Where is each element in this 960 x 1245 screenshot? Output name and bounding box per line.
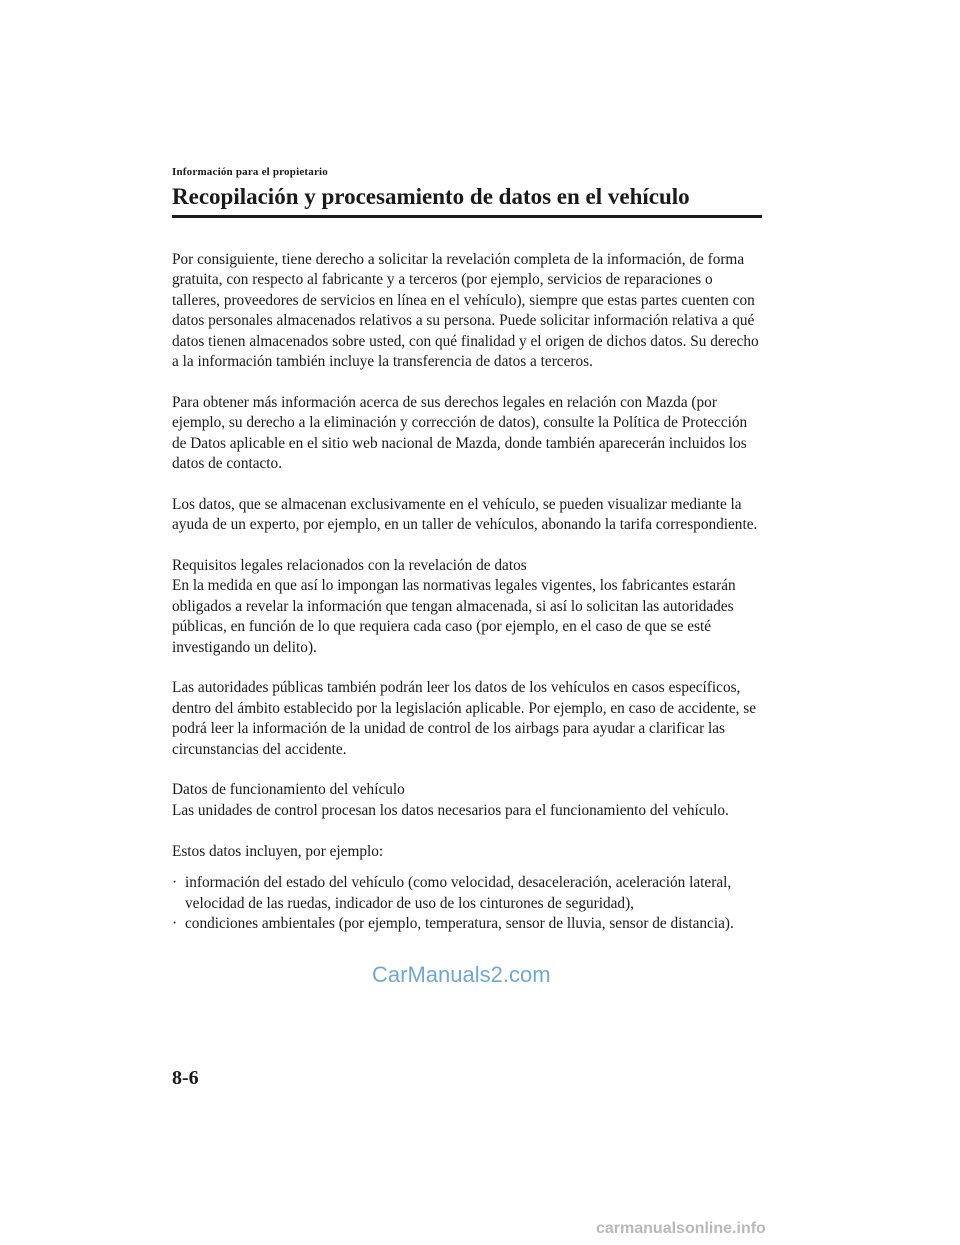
list-item-text: condiciones ambientales (por ejemplo, temperatura, sensor de lluvia, sensor de distancia). <box>185 915 734 933</box>
paragraph-text: Las unidades de control procesan los datos necesarios para el funcionamiento del vehículo. <box>172 801 729 819</box>
paragraph-text: Estos datos incluyen, por ejemplo: <box>172 842 384 860</box>
section-label: Información para el propietario <box>172 166 329 178</box>
page-title: Recopilación y procesamiento de datos en el vehículo <box>172 184 690 209</box>
paragraph-text: Las autoridades públicas también podrán leer los datos de los vehículos en casos específicos, dentro del ámbito establecido por la legislación aplicable. Por ejemplo, en caso de accidente, se podrá leer la información de la unidad de control de los airbags para ayudar a clarificar las circunstancias del accidente. <box>172 679 757 758</box>
bullet-list <box>172 873 764 934</box>
paragraph <box>172 678 764 760</box>
list-item <box>172 873 764 914</box>
subheading-text: Requisitos legales relacionados con la revelación de datos <box>172 557 527 575</box>
paragraph-text: Por consiguiente, tiene derecho a solicitar la revelación completa de la información, de forma gratuita, con respecto al fabricante y a terceros (por ejemplo, servicios de reparaciones o talleres, proveedores de servicios en línea en el vehículo), siempre que estas partes cuenten con datos personales almacenados relativos a su persona. Puede solicitar información relativa a qué datos tienen almacenados sobre usted, con qué finalidad y el origen de dichos datos. Su derecho a la información también incluye la transferencia de datos a terceros. <box>172 251 759 371</box>
paragraph <box>172 556 764 658</box>
title-rule <box>172 215 762 218</box>
paragraph <box>172 250 764 372</box>
page-number: 8-6 <box>172 1067 199 1089</box>
paragraph <box>172 495 764 536</box>
paragraph-text: Los datos, que se almacenan exclusivamente en el vehículo, se pueden visualizar mediante la ayuda de un experto, por ejemplo, en un taller de vehículos, abonando la tarifa correspondiente. <box>172 495 758 534</box>
list-item-text: información del estado del vehículo (como velocidad, desaceleración, aceleración lateral, velocidad de las ruedas, indicador de uso de los cinturones de seguridad), <box>185 874 732 912</box>
watermark-bottom: carmanualsonline.info <box>596 1220 766 1237</box>
bullet-dot-icon: · <box>172 874 178 892</box>
watermark-center: CarManuals2.com <box>372 962 551 987</box>
paragraph <box>172 842 764 862</box>
list-item <box>172 914 764 934</box>
paragraph <box>172 780 764 821</box>
bullet-dot-icon: · <box>172 915 178 933</box>
paragraph-text: Para obtener más información acerca de sus derechos legales en relación con Mazda (por ejemplo, su derecho a la eliminación y corrección de datos), consulte la Política de Protección de Datos aplicable en el sitio web nacional de Mazda, donde también aparecerán incluidos los datos de contacto. <box>172 393 748 473</box>
content <box>172 250 764 935</box>
paragraph <box>172 393 764 475</box>
subheading-text: Datos de funcionamiento del vehículo <box>172 781 405 799</box>
paragraph-text: En la medida en que así lo impongan las normativas legales vigentes, los fabricantes estarán obligados a revelar la información que tengan almacenada, si así lo solicitan las autoridades públicas, en función de lo que requiera cada caso (por ejemplo, en el caso de que se esté investigando un delito). <box>172 577 736 656</box>
